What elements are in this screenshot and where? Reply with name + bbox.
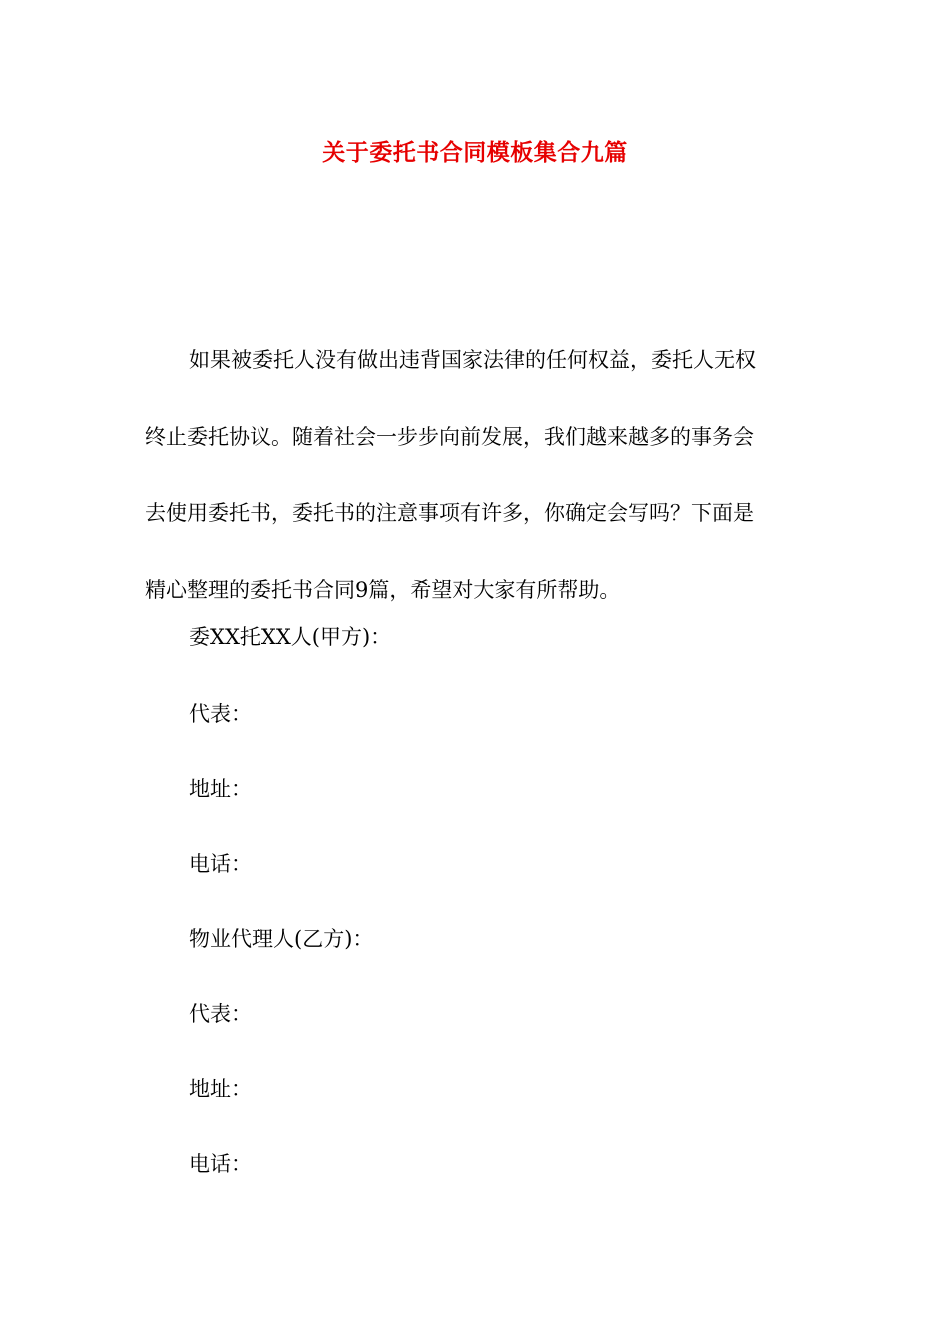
document-title: 关于委托书合同模板集合九篇 [322,139,628,166]
agent-party-label: 物业代理人(乙方)： [189,927,374,951]
intro-line: 去使用委托书，委托书的注意事项有许多，你确定会写吗？下面是 [145,501,754,525]
principal-phone-label: 电话： [189,852,252,876]
agent-address-label: 地址： [189,1077,252,1101]
principal-party-label: 委XX托XX人(甲方)： [189,625,392,649]
agent-representative-label: 代表： [189,1002,252,1026]
intro-paragraph [145,322,805,628]
principal-address-label: 地址： [189,777,252,801]
intro-line: 精心整理的委托书合同9篇，希望对大家有所帮助。 [145,577,621,602]
agent-phone-label: 电话： [189,1152,252,1176]
principal-representative-label: 代表： [189,702,252,726]
intro-line: 终止委托协议。随着社会一步步向前发展，我们越来越多的事务会 [145,424,754,449]
intro-line: 如果被委托人没有做出违背国家法律的任何权益，委托人无权 [189,348,756,372]
